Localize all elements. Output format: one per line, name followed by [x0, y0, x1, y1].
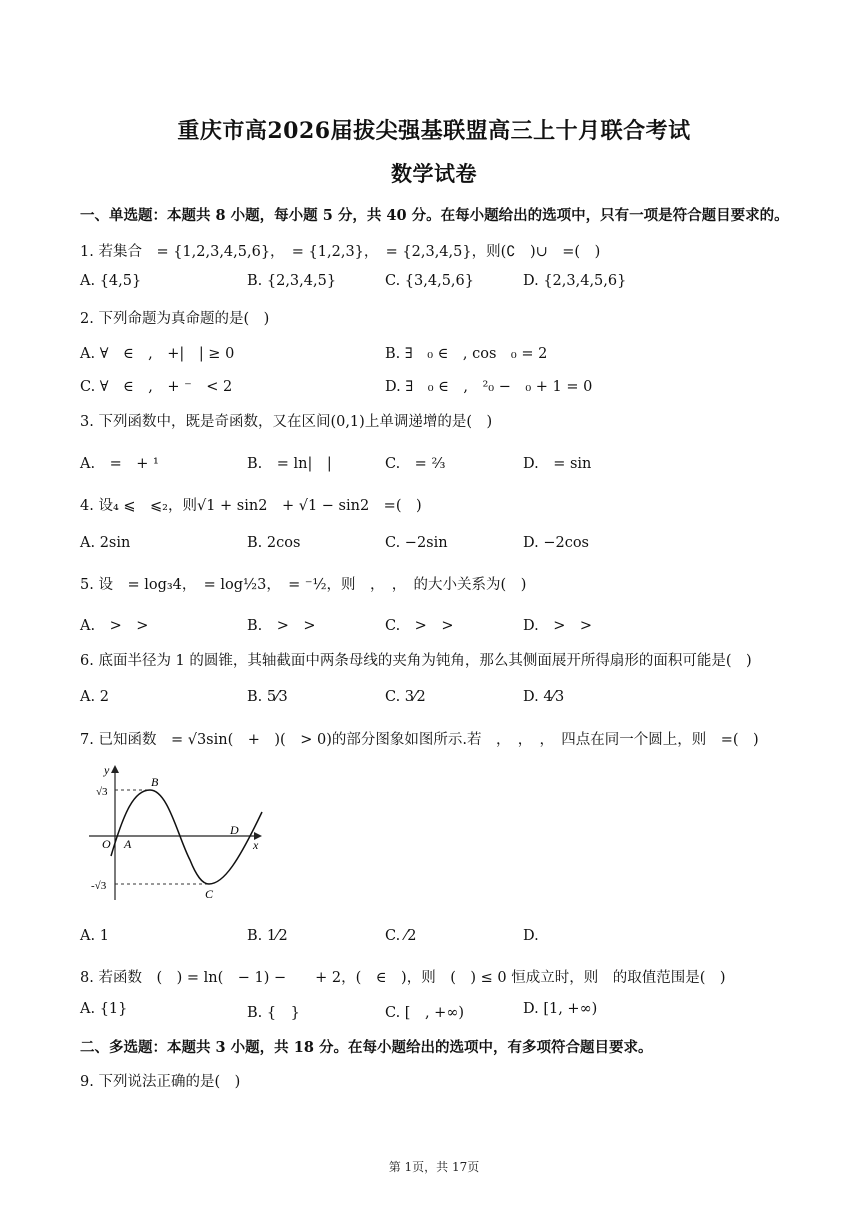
page-footer: 第 1页，共 17页 — [388, 1160, 480, 1174]
question-3-option-d: D. = sin — [523, 456, 592, 472]
question-8-option-c: C. [ , +∞) — [385, 1005, 465, 1021]
exam-subtitle: 数学试卷 — [391, 161, 477, 186]
question-6-option-d: D. 4⁄3 — [523, 689, 565, 705]
sqrt3-bottom-label: -√3 — [91, 880, 107, 892]
y-axis-label: y — [104, 763, 110, 777]
question-6-option-a: A. 2 — [80, 689, 109, 705]
exam-title: 重庆市高2026届拔尖强基联盟高三上十月联合考试 — [177, 118, 691, 144]
question-9-stem: 9. 下列说法正确的是( ) — [80, 1074, 241, 1090]
question-3-option-b: B. = ln| | — [247, 456, 332, 472]
question-7-stem: 7. 已知函数 = √3sin( + )( > 0)的部分图象如图所示.若 ， ， ， 四点在同一个圆上，则 =( ) — [80, 732, 759, 748]
question-2-option-b: B. ∃ ₀ ∈ , cos ₀ = 2 — [385, 346, 548, 362]
y-axis-arrow — [111, 765, 119, 773]
question-1-option-b: B. {2,3,4,5} — [247, 273, 337, 289]
question-3-option-c: C. = ²⁄₃ — [385, 456, 446, 472]
question-8-stem: 8. 若函数 ( ) = ln( − 1) − + 2，( ∈ )，则 ( ) ≤ 0 恒成立时，则 的取值范围是( ) — [80, 970, 726, 986]
question-3-option-a: A. = + ¹ — [80, 456, 159, 472]
section-single-choice: 一、单选题：本题共 8 小题，每小题 5 分，共 40 分。在每小题给出的选项中，只有一项是符合题目要求的。 — [80, 207, 789, 224]
question-7-option-b: B. 1⁄2 — [247, 928, 288, 944]
question-4-option-b: B. 2cos — [247, 535, 301, 551]
question-8-option-a: A. {1} — [80, 1001, 128, 1017]
question-2-stem: 2. 下列命题为真命题的是( ) — [80, 311, 270, 327]
question-7-option-a: A. 1 — [80, 928, 109, 944]
question-4-option-a: A. 2sin — [80, 535, 131, 551]
point-b-label: B — [151, 775, 159, 789]
question-8-option-b: B. { } — [247, 1005, 300, 1021]
point-c-label: C — [205, 887, 214, 901]
question-6-stem: 6. 底面半径为 1 的圆锥，其轴截面中两条母线的夹角为钝角，那么其侧面展开所得扇形的面积可能是( ) — [80, 653, 752, 669]
x-axis-label: x — [253, 838, 259, 852]
question-4-option-d: D. −2cos — [523, 535, 589, 551]
sqrt3-top-label: √3 — [96, 786, 108, 798]
section-multiple-choice: 二、多选题：本题共 3 小题，共 18 分。在每小题给出的选项中，有多项符合题目要求。 — [80, 1039, 653, 1056]
question-1-option-c: C. {3,4,5,6} — [385, 273, 474, 289]
question-5-stem: 5. 设 = log₃4， = log½3， = ⁻½，则 ， ， 的大小关系为( ) — [80, 577, 527, 593]
question-2-option-c: C. ∀ ∈ , + ⁻ < 2 — [80, 379, 233, 395]
question-2-option-d: D. ∃ ₀ ∈ , ²₀ − ₀ + 1 = 0 — [385, 379, 593, 395]
point-a-label: A — [124, 837, 132, 851]
sine-graph-figure — [84, 760, 274, 905]
question-1-option-a: A. {4,5} — [80, 273, 142, 289]
question-6-option-c: C. 3⁄2 — [385, 689, 426, 705]
question-6-option-b: B. 5⁄3 — [247, 689, 288, 705]
sine-curve — [111, 790, 262, 884]
question-5-option-c: C. > > — [385, 618, 454, 634]
question-1-option-d: D. {2,3,4,5,6} — [523, 273, 627, 289]
question-8-option-d: D. [1, +∞) — [523, 1001, 598, 1017]
question-5-option-d: D. > > — [523, 618, 593, 634]
question-4-stem: 4. 设₄ ⩽ ⩽₂，则√1 + sin2 + √1 − sin2 =( ) — [80, 498, 422, 514]
question-1-stem: 1. 若集合 = {1,2,3,4,5,6}， = {1,2,3}， = {2,3,4,5}，则(∁ )∪ =( ) — [80, 244, 601, 260]
question-7-option-c: C. ⁄2 — [385, 928, 417, 944]
point-d-label: D — [230, 823, 239, 837]
question-4-option-c: C. −2sin — [385, 535, 448, 551]
question-5-option-b: B. > > — [247, 618, 316, 634]
question-3-stem: 3. 下列函数中，既是奇函数，又在区间(0,1)上单调递增的是( ) — [80, 414, 493, 430]
question-7-option-d: D. — [523, 928, 539, 944]
question-2-option-a: A. ∀ ∈ , +| | ≥ 0 — [80, 346, 235, 362]
question-5-option-a: A. > > — [80, 618, 149, 634]
origin-label: O — [102, 837, 111, 851]
